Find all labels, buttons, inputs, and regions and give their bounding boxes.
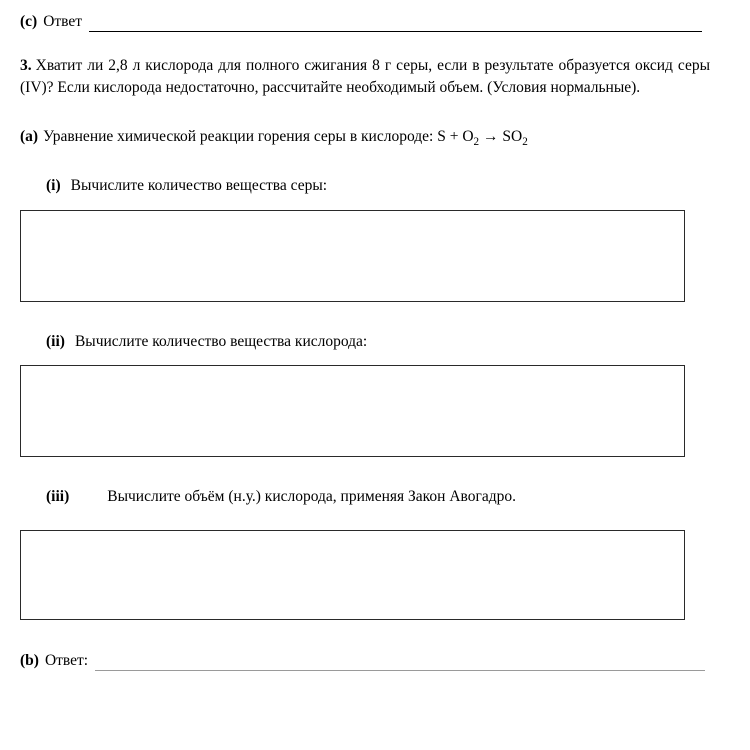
part-a-text: Уравнение химической реакции горения серы в кислороде: bbox=[43, 128, 434, 146]
problem-text: Хватит ли 2,8 л кислорода для полного сжигания 8 г серы, если в результате образуется оксид серы (IV)? Если кислорода недостаточно, рассчитайте необходимый объем. (Условия нормальные). bbox=[20, 57, 710, 97]
part-b-answer-word: Ответ: bbox=[44, 651, 89, 669]
part-c-answer-blank[interactable] bbox=[89, 13, 702, 32]
part-c-answer-line bbox=[20, 12, 702, 32]
part-b-label: (b) bbox=[20, 651, 39, 669]
work-box-ii[interactable] bbox=[20, 365, 685, 457]
chemical-equation: $S + O_2 \to SO_2$ bbox=[437, 128, 528, 149]
sub-ii-label: (ii) bbox=[46, 332, 65, 350]
work-box-iii[interactable] bbox=[20, 530, 685, 620]
work-box-i[interactable] bbox=[20, 210, 685, 302]
problem-statement bbox=[20, 55, 710, 99]
sub-i-label: (i) bbox=[46, 176, 61, 194]
part-c-label: (c) bbox=[20, 13, 38, 30]
part-a-line bbox=[20, 126, 710, 148]
part-b-answer-blank[interactable] bbox=[95, 652, 705, 671]
sub-item-i bbox=[46, 175, 710, 197]
sub-ii-text: Вычислите количество вещества кислорода: bbox=[74, 332, 368, 350]
sub-i-text: Вычислите количество вещества серы: bbox=[70, 176, 328, 194]
part-a-label: (a) bbox=[20, 128, 39, 146]
sub-iii-text: Вычислите объём (н.у.) кислорода, применяя Закон Авогадро. bbox=[107, 488, 516, 506]
part-c-answer-word: Ответ bbox=[43, 13, 83, 30]
sub-iii-label: (iii) bbox=[46, 488, 70, 506]
sub-item-ii bbox=[46, 331, 710, 353]
sub-item-iii bbox=[46, 486, 710, 508]
problem-number: 3. bbox=[20, 57, 32, 75]
part-b-answer-line bbox=[20, 651, 705, 671]
